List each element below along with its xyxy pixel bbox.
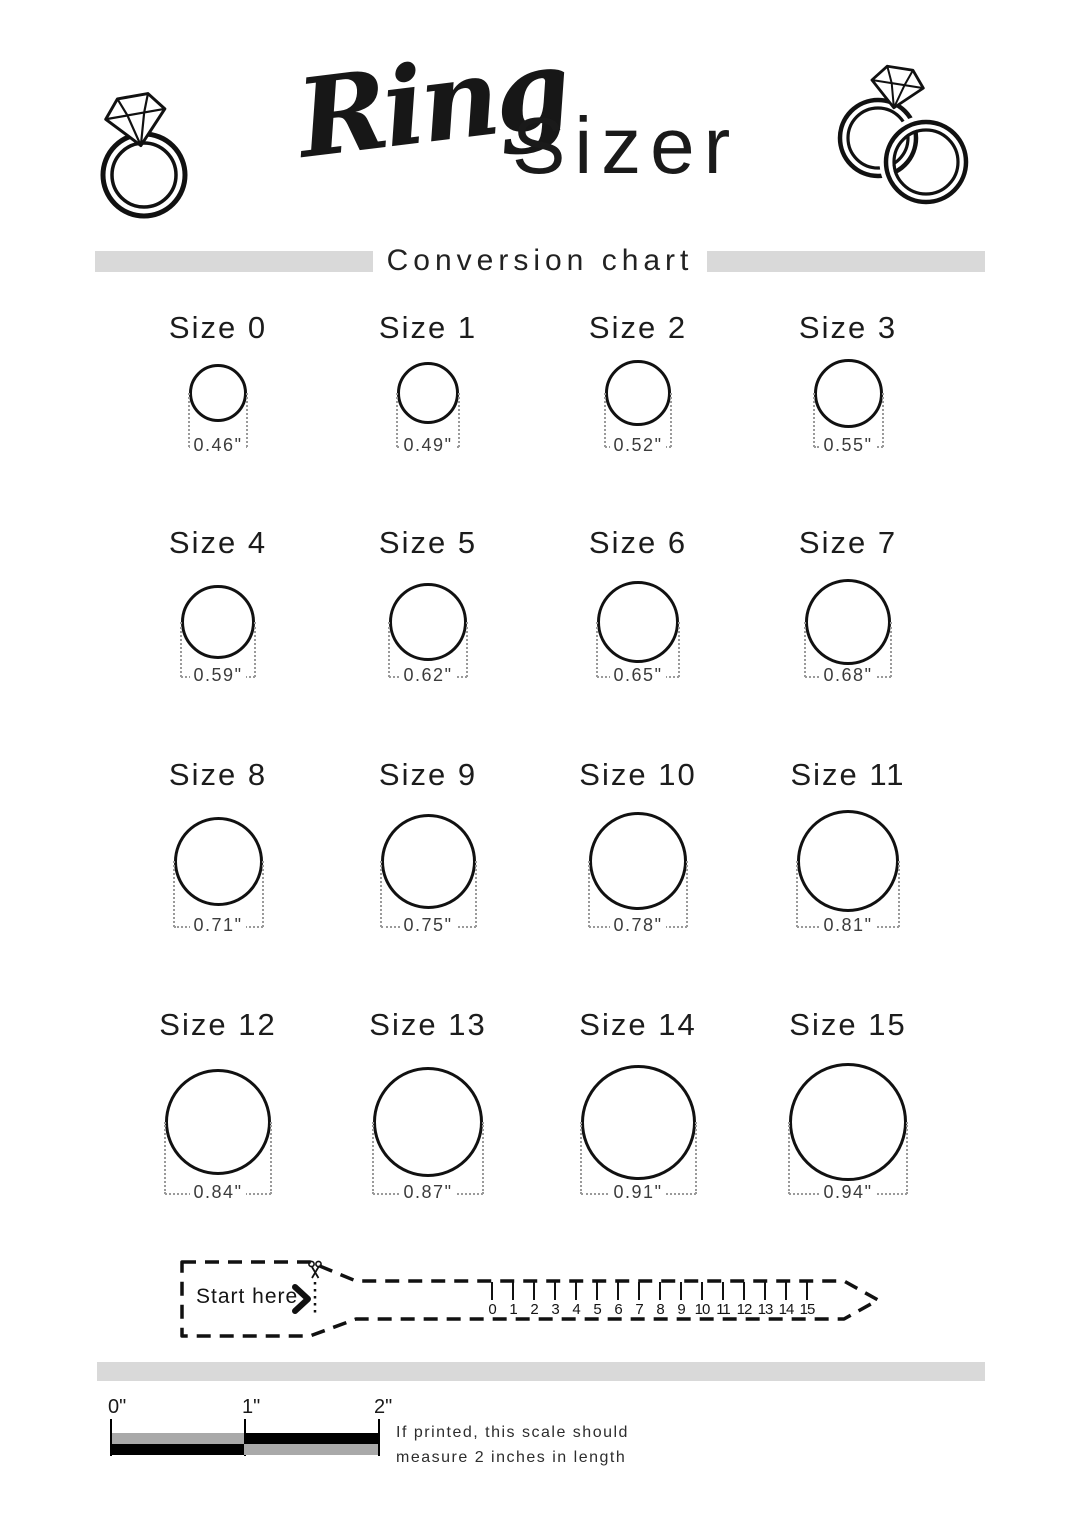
strip-number: 13 (757, 1301, 773, 1318)
size-figure (743, 355, 953, 473)
ring-size-circle (174, 817, 263, 906)
size-cell (533, 757, 743, 953)
strip-number: 6 (614, 1301, 622, 1318)
strip-tick (596, 1282, 598, 1300)
ruler-label-1: 1" (242, 1396, 261, 1418)
diameter-value-text: 0.65" (610, 665, 667, 686)
size-label: Size 3 (798, 310, 898, 345)
size-label: Size 0 (168, 310, 268, 345)
diameter-value-text: 0.62" (400, 665, 457, 686)
strip-number: 10 (694, 1301, 710, 1318)
diameter-value (323, 665, 533, 686)
diameter-value-text: 0.55" (820, 435, 877, 456)
diameter-value (113, 915, 323, 936)
diameter-value-text: 0.46" (190, 435, 247, 456)
ring-size-circle (605, 360, 671, 426)
strip-tick (785, 1282, 787, 1300)
strip-number: 11 (716, 1301, 730, 1318)
size-cell (533, 1007, 743, 1220)
ruler-tick-2 (378, 1419, 380, 1456)
size-figure (533, 1052, 743, 1220)
diameter-value-text: 0.49" (400, 435, 457, 456)
size-label: Size 1 (378, 310, 478, 345)
ring-size-circle (381, 814, 476, 909)
diameter-value (533, 435, 743, 456)
page-title-script: Ring (291, 25, 574, 183)
size-cell (743, 757, 953, 953)
scale-note-line2: measure 2 inches in length (396, 1449, 627, 1466)
diameter-value-text: 0.68" (820, 665, 877, 686)
size-figure (323, 802, 533, 953)
size-figure (533, 570, 743, 703)
size-label: Size 12 (159, 1007, 277, 1042)
ruler-label-0: 0" (108, 1396, 127, 1418)
size-label: Size 9 (378, 757, 478, 792)
size-cell (113, 525, 323, 703)
subtitle-bar-right (707, 251, 985, 272)
size-cell (113, 757, 323, 953)
ring-size-circle (581, 1065, 696, 1180)
diameter-value (533, 665, 743, 686)
strip-tick (806, 1282, 808, 1300)
size-figure (743, 1052, 953, 1220)
diameter-value (743, 665, 953, 686)
strip-number: 4 (572, 1301, 580, 1318)
size-figure (323, 355, 533, 473)
size-label: Size 2 (588, 310, 688, 345)
diameter-value (323, 915, 533, 936)
size-cell (743, 310, 953, 473)
size-figure (323, 570, 533, 703)
strip-tick (512, 1282, 514, 1300)
size-figure (323, 1052, 533, 1220)
diameter-value (743, 435, 953, 456)
diameter-value-text: 0.84" (190, 1182, 247, 1203)
strip-tick (659, 1282, 661, 1300)
diameter-value (323, 435, 533, 456)
strip-number: 2 (530, 1301, 538, 1318)
strip-tick (722, 1282, 724, 1300)
size-cell (113, 1007, 323, 1220)
size-label: Size 13 (369, 1007, 487, 1042)
size-cell (323, 525, 533, 703)
start-here-label: Start here (196, 1285, 299, 1308)
diameter-value-text: 0.91" (610, 1182, 667, 1203)
strip-number: 15 (799, 1301, 815, 1318)
strip-tick (575, 1282, 577, 1300)
diameter-value (113, 665, 323, 686)
strip-number: 14 (778, 1301, 794, 1318)
diameter-value (743, 1182, 953, 1203)
strip-tick (680, 1282, 682, 1300)
ring-size-circle (589, 812, 687, 910)
strip-number: 8 (656, 1301, 664, 1318)
ruler-seg-top-left (112, 1433, 244, 1444)
size-label: Size 5 (378, 525, 478, 560)
strip-number: 5 (593, 1301, 601, 1318)
size-cell (743, 1007, 953, 1220)
strip-number: 1 (509, 1301, 517, 1318)
size-label: Size 10 (579, 757, 697, 792)
diameter-value-text: 0.52" (610, 435, 667, 456)
ring-size-circle (181, 585, 255, 659)
diameter-value-text: 0.94" (820, 1182, 877, 1203)
size-label: Size 11 (790, 757, 906, 792)
ring-size-circle (397, 362, 459, 424)
size-cell (113, 310, 323, 473)
strip-tick (638, 1282, 640, 1300)
ring-size-circle (389, 583, 467, 661)
ring-size-circle (189, 364, 247, 422)
diameter-value (113, 1182, 323, 1203)
scissors-icon (309, 1261, 321, 1278)
strip-number: 9 (677, 1301, 685, 1318)
diameter-value (323, 1182, 533, 1203)
size-label: Size 4 (168, 525, 268, 560)
strip-tick (533, 1282, 535, 1300)
size-figure (743, 802, 953, 953)
ring-size-circle (814, 359, 883, 428)
size-figure (113, 570, 323, 703)
size-cell (323, 1007, 533, 1220)
diameter-value (113, 435, 323, 456)
ring-size-circle (373, 1067, 483, 1177)
size-cell (533, 310, 743, 473)
strip-number: 12 (736, 1301, 752, 1318)
strip-number: 3 (551, 1301, 559, 1318)
page-title-sans: Sizer (512, 101, 740, 190)
divider-bar (97, 1362, 985, 1381)
ring-size-circle (797, 810, 899, 912)
diameter-value-text: 0.81" (820, 915, 877, 936)
interlocked-rings-svg (820, 58, 980, 208)
ring-size-circle (597, 581, 679, 663)
size-figure (113, 1052, 323, 1220)
strip-tick (617, 1282, 619, 1300)
size-cell (533, 525, 743, 703)
diameter-value-text: 0.78" (610, 915, 667, 936)
ring-size-circle (165, 1069, 271, 1175)
ring-sizer-strip (178, 1256, 888, 1348)
subtitle-bar-left (95, 251, 373, 272)
size-figure (743, 570, 953, 703)
strip-tick (491, 1282, 493, 1300)
strip-tick (701, 1282, 703, 1300)
subtitle-text: Conversion chart (386, 244, 694, 277)
size-figure (113, 802, 323, 953)
ruler-seg-bottom-left (112, 1444, 244, 1455)
diameter-value-text: 0.75" (400, 915, 457, 936)
diameter-value-text: 0.59" (190, 665, 247, 686)
diameter-value (743, 915, 953, 936)
ring-size-circle (789, 1063, 907, 1181)
size-label: Size 14 (579, 1007, 697, 1042)
diamond-ring-icon (96, 88, 192, 220)
ring-size-circle (805, 579, 891, 665)
diameter-value (533, 915, 743, 936)
size-label: Size 15 (789, 1007, 907, 1042)
size-cell (323, 310, 533, 473)
size-figure (533, 355, 743, 473)
size-figure (113, 355, 323, 473)
size-label: Size 7 (798, 525, 898, 560)
size-label: Size 6 (588, 525, 688, 560)
size-label: Size 8 (168, 757, 268, 792)
interlocked-wedding-rings-icon (820, 58, 980, 208)
strip-number: 7 (635, 1301, 643, 1318)
size-figure (533, 802, 743, 953)
scale-note-line1: If printed, this scale should (396, 1424, 629, 1441)
strip-tick (554, 1282, 556, 1300)
strip-tick (743, 1282, 745, 1300)
ruler-seg-top-right (244, 1433, 378, 1444)
diameter-value-text: 0.87" (400, 1182, 457, 1203)
ruler-seg-bottom-right (244, 1444, 378, 1455)
ruler-label-2: 2" (374, 1396, 393, 1418)
diameter-value (533, 1182, 743, 1203)
size-cell (743, 525, 953, 703)
strip-number: 0 (488, 1301, 496, 1318)
subtitle-row (95, 244, 985, 278)
strip-tick (764, 1282, 766, 1300)
size-cell (323, 757, 533, 953)
diamond-ring-icon-svg (96, 88, 192, 220)
diameter-value-text: 0.71" (190, 915, 247, 936)
